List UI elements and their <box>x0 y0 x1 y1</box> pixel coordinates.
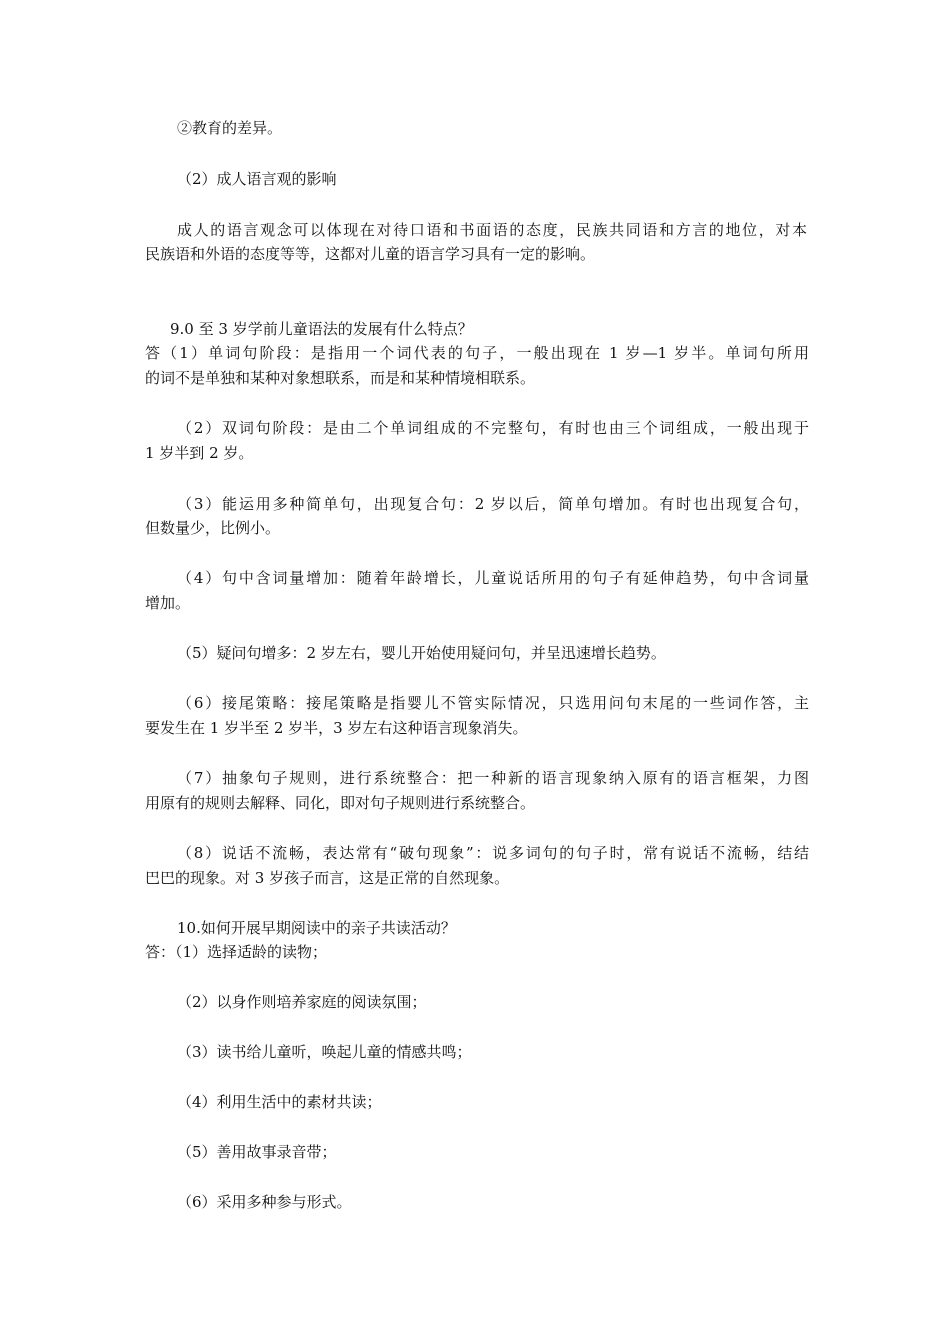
list-item: （2）以身作则培养家庭的阅读氛围； <box>177 993 427 1011</box>
paragraph-line: 增加。 <box>145 594 191 612</box>
paragraph-line: 民族语和外语的态度等等，这都对儿童的语言学习具有一定的影响。 <box>145 245 596 263</box>
paragraph-line: 用原有的规则去解释、同化，即对句子规则进行系统整合。 <box>145 794 536 812</box>
paragraph-line: 巴巴的现象。对 3 岁孩子而言，这是正常的自然现象。 <box>145 869 510 887</box>
paragraph-line: 答（1）单词句阶段：是指用一个词代表的句子，一般出现在 1 岁—1 岁半。单词句所用 <box>145 344 809 362</box>
paragraph-line: 的词不是单独和某种对象想联系，而是和某种情境相联系。 <box>145 369 536 387</box>
paragraph-line: 1 岁半到 2 岁。 <box>145 444 254 462</box>
paragraph-line: 但数量少，比例小。 <box>145 519 281 537</box>
list-item: （4）利用生活中的素材共读； <box>177 1093 382 1111</box>
paragraph-line: （5）疑问句增多：2 岁左右，婴儿开始使用疑问句，并呈迅速增长趋势。 <box>177 644 666 662</box>
paragraph-line: （6）接尾策略：接尾策略是指婴儿不管实际情况，只选用问句末尾的一些词作答，主 <box>177 694 809 712</box>
paragraph-line: 成人的语言观念可以体现在对待口语和书面语的态度，民族共同语和方言的地位，对本 <box>177 221 807 239</box>
paragraph-line: （7）抽象句子规则，进行系统整合：把一种新的语言现象纳入原有的语言框架，力图 <box>177 769 809 787</box>
paragraph-line: （8）说话不流畅，表达常有“破句现象”：说多词句的句子时，常有说话不流畅，结结 <box>177 844 809 862</box>
paragraph-line: （4）句中含词量增加：随着年龄增长，儿童说话所用的句子有延伸趋势，句中含词量 <box>177 569 809 587</box>
list-item: 答：（1）选择适龄的读物； <box>145 943 328 961</box>
paragraph-line: （3）能运用多种简单句，出现复合句：2 岁以后，简单句增加。有时也出现复合句， <box>177 495 809 513</box>
list-item: （6）采用多种参与形式。 <box>177 1193 352 1211</box>
question-heading: 9.0 至 3 岁学前儿童语法的发展有什么特点？ <box>170 320 473 338</box>
list-item: （3）读书给儿童听，唤起儿童的情感共鸣； <box>177 1043 472 1061</box>
paragraph-line: （2）双词句阶段：是由二个单词组成的不完整句，有时也由三个词组成，一般出现于 <box>177 419 809 437</box>
section-heading: （2）成人语言观的影响 <box>177 170 337 188</box>
list-item: ②教育的差异。 <box>177 119 283 137</box>
paragraph-line: 要发生在 1 岁半至 2 岁半，3 岁左右这种语言现象消失。 <box>145 719 528 737</box>
list-item: （5）善用故事录音带； <box>177 1143 337 1161</box>
question-heading: 10.如何开展早期阅读中的亲子共读活动？ <box>177 919 456 937</box>
